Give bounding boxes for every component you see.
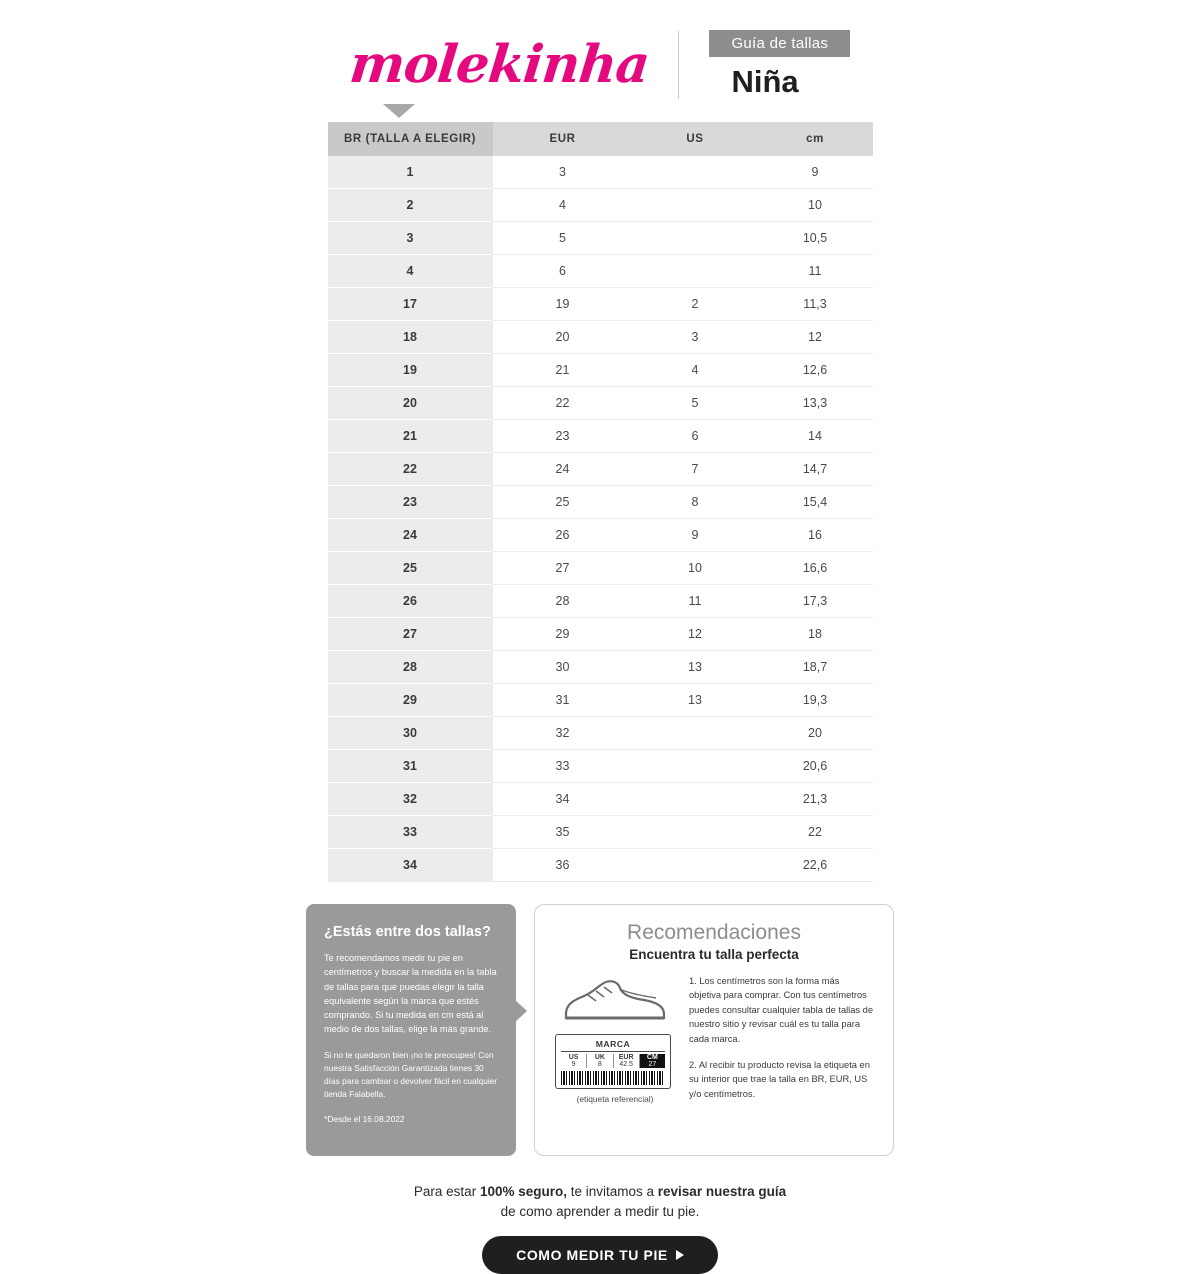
table-row [328,387,873,420]
between-sizes-title: ¿Estás entre dos tallas? [324,924,491,940]
cell-us: 3 [633,321,758,354]
shoe-label-box [555,1034,671,1089]
cell-cm: 21,3 [758,783,873,816]
brand-logo: molekinha [346,34,652,95]
cell-br: 24 [328,519,493,552]
cell-br: 22 [328,453,493,486]
table-row [328,453,873,486]
page-footer [0,1182,1200,1274]
cell-eur: 30 [493,651,633,684]
cell-cm: 13,3 [758,387,873,420]
cell-us [633,717,758,750]
cell-cm: 14 [758,420,873,453]
cell-cm: 12,6 [758,354,873,387]
between-sizes-footnote: *Desde el 16.08.2022 [324,1113,405,1124]
play-arrow-icon [676,1250,684,1260]
cell-cm: 10,5 [758,222,873,255]
down-arrow-icon [383,104,415,118]
cell-eur: 29 [493,618,633,651]
cell-cm: 9 [758,156,873,189]
label-value-us: 9 [571,1061,576,1068]
cell-eur: 6 [493,255,633,288]
barcode-icon [561,1071,665,1085]
cell-eur: 4 [493,189,633,222]
cell-cm: 14,7 [758,453,873,486]
footer-text-a: Para estar [413,1183,480,1199]
header-right-block [709,30,850,100]
cell-eur: 32 [493,717,633,750]
label-col-us [561,1054,587,1068]
table-row [328,354,873,387]
cell-eur: 34 [493,783,633,816]
cell-br: 33 [328,816,493,849]
label-head-cm: CM [646,1054,658,1061]
cell-br: 30 [328,717,493,750]
cell-us: 13 [633,651,758,684]
cell-br: 26 [328,585,493,618]
cell-us [633,189,758,222]
cell-br: 19 [328,354,493,387]
cell-us: 4 [633,354,758,387]
recommendations-body [555,974,873,1113]
table-row [328,288,873,321]
cell-us: 8 [633,486,758,519]
cell-cm: 16 [758,519,873,552]
size-table [328,122,873,882]
cell-eur: 20 [493,321,633,354]
cell-br: 23 [328,486,493,519]
table-row [328,486,873,519]
cell-br: 27 [328,618,493,651]
table-row [328,618,873,651]
cell-us [633,783,758,816]
size-table-wrap [0,122,1200,882]
cell-br: 32 [328,783,493,816]
column-header-eur: EUR [493,122,633,156]
cell-cm: 11 [758,255,873,288]
table-row [328,717,873,750]
cell-cm: 17,3 [758,585,873,618]
between-sizes-panel [306,904,516,1156]
cell-us: 13 [633,684,758,717]
table-row [328,684,873,717]
label-head-us: US [568,1054,579,1061]
table-row [328,750,873,783]
cell-us [633,222,758,255]
footer-text-d: revisar nuestra guía [657,1183,787,1199]
cell-us [633,849,758,882]
cell-eur: 33 [493,750,633,783]
table-pointer-arrow-wrap [0,100,1200,122]
label-col-eur [614,1054,640,1068]
table-row [328,651,873,684]
cell-cm: 19,3 [758,684,873,717]
cell-us: 2 [633,288,758,321]
table-row [328,222,873,255]
table-row [328,585,873,618]
cell-us: 6 [633,420,758,453]
cell-us: 5 [633,387,758,420]
cell-cm: 22,6 [758,849,873,882]
how-to-measure-button[interactable] [482,1236,718,1274]
cell-cm: 10 [758,189,873,222]
footer-line-1 [0,1182,1200,1202]
cell-eur: 31 [493,684,633,717]
recommendation-item-2: 2. Al recibir tu producto revisa la etiqueta en su interior que trae la talla en BR, EUR, US y/o centímetros. [689,1060,870,1099]
cell-eur: 26 [493,519,633,552]
cell-br: 18 [328,321,493,354]
label-size-grid [561,1054,665,1068]
cell-us: 12 [633,618,758,651]
page-header [0,0,1200,100]
recommendation-item-1: 1. Los centímetros son la forma más objetiva para comprar. Con tus centímetros puedes consultar cualquier tabla de tallas de nuestro sitio y revisar cuál es tu talla para cada marca. [689,976,873,1044]
cell-eur: 27 [493,552,633,585]
table-row [328,783,873,816]
cell-us: 7 [633,453,758,486]
cell-us: 10 [633,552,758,585]
column-header-br: BR (TALLA A ELEGIR) [328,122,493,156]
cell-br: 3 [328,222,493,255]
recommendations-panel [534,904,894,1156]
cell-br: 34 [328,849,493,882]
label-col-uk [587,1054,613,1068]
cell-br: 2 [328,189,493,222]
between-sizes-note: Si no te quedaron bien ¡no te preocupes! Con nuestra Satisfacción Garantizada tienes 30 días para cambiar o devolver fácil en cualquier tienda Falabella. [324,1049,498,1099]
cell-br: 25 [328,552,493,585]
cell-cm: 18,7 [758,651,873,684]
cell-eur: 19 [493,288,633,321]
label-head-uk: UK [594,1054,605,1061]
footer-line-2: de como aprender a medir tu pie. [500,1203,700,1219]
cell-br: 1 [328,156,493,189]
shoe-icon [560,974,670,1026]
column-header-us: US [633,122,758,156]
table-row [328,552,873,585]
label-caption: (etiqueta referencial) [576,1094,654,1104]
cell-eur: 3 [493,156,633,189]
footer-text-c: te invitamos a [566,1183,658,1199]
cta-label: COMO MEDIR TU PIE [516,1247,668,1264]
table-row [328,816,873,849]
cell-eur: 35 [493,816,633,849]
table-row [328,156,873,189]
cell-br: 29 [328,684,493,717]
table-row [328,420,873,453]
recommendations-subtitle: Encuentra tu talla perfecta [629,947,799,962]
cell-cm: 11,3 [758,288,873,321]
page-title: Niña [731,64,799,99]
cell-us [633,255,758,288]
cell-eur: 28 [493,585,633,618]
guide-badge: Guía de tallas [709,30,850,57]
cell-cm: 16,6 [758,552,873,585]
label-value-uk: 8 [597,1061,602,1068]
cell-cm: 12 [758,321,873,354]
table-row [328,519,873,552]
cell-br: 4 [328,255,493,288]
cell-us: 11 [633,585,758,618]
cell-cm: 20 [758,717,873,750]
cell-cm: 20,6 [758,750,873,783]
recommendations-text [689,974,873,1113]
cell-cm: 15,4 [758,486,873,519]
table-row [328,321,873,354]
cell-eur: 25 [493,486,633,519]
size-table-body [328,156,873,882]
cell-eur: 5 [493,222,633,255]
label-brand-word: MARCA [561,1039,665,1052]
between-sizes-paragraph: Te recomendamos medir tu pie en centímetros y buscar la medida en la tabla de tallas para que puedas elegir la talla equivalente según la marca que estés comprando. Si tu medida en cm está al medio de dos tallas, elige la más grande. [324,953,497,1035]
table-header-row [328,122,873,156]
cell-eur: 23 [493,420,633,453]
label-col-cm [640,1054,665,1068]
panel-pointer-icon [515,1000,527,1022]
cell-us: 9 [633,519,758,552]
table-row [328,189,873,222]
cell-eur: 21 [493,354,633,387]
cell-cm: 22 [758,816,873,849]
cell-br: 31 [328,750,493,783]
cell-eur: 36 [493,849,633,882]
cell-br: 28 [328,651,493,684]
recommendations-title: Recomendaciones [627,921,801,944]
table-row [328,849,873,882]
cell-us [633,156,758,189]
cell-eur: 24 [493,453,633,486]
recommendations-visual [555,974,675,1113]
column-header-cm: cm [758,122,873,156]
label-head-eur: EUR [618,1054,634,1061]
cell-eur: 22 [493,387,633,420]
cell-us [633,750,758,783]
label-value-cm: 27 [648,1061,657,1068]
cell-us [633,816,758,849]
cell-br: 21 [328,420,493,453]
label-value-eur: 42.5 [619,1061,633,1068]
table-row [328,255,873,288]
cell-br: 17 [328,288,493,321]
info-panels [0,904,1200,1156]
footer-text-b: 100% seguro, [479,1183,567,1199]
cell-br: 20 [328,387,493,420]
cell-cm: 18 [758,618,873,651]
